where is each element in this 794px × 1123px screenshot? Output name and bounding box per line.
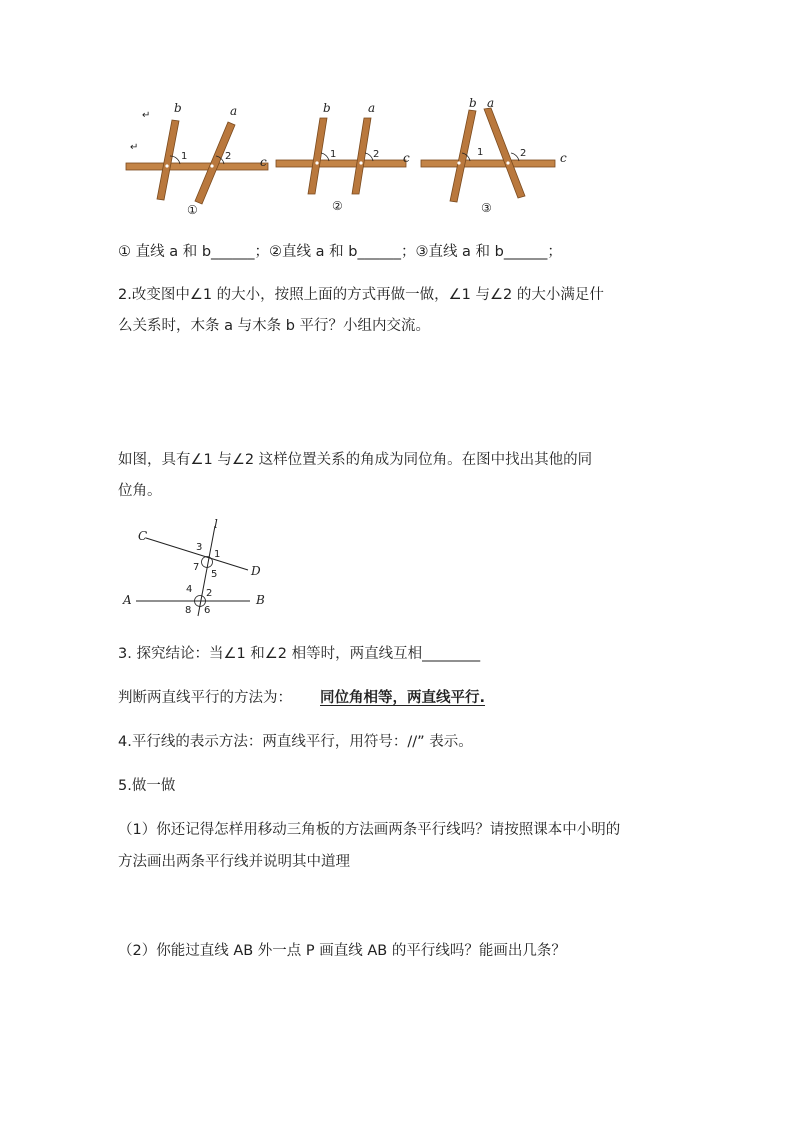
return-mark: ↵ [142,110,151,121]
label-c: c [560,151,567,165]
stick-b [157,120,179,200]
angle-4-label: 4 [186,584,193,595]
stick-c [421,160,555,167]
panel-number: ② [332,199,343,213]
stick-a [484,108,525,198]
intro-line-1: 如图，具有∠1 与∠2 这样位置关系的角成为同位角。在图中找出其他的同 [118,452,593,468]
label-c: c [403,151,410,165]
panel-number: ① [187,203,198,217]
judge-line [118,688,485,708]
angle-2-label: 2 [225,151,232,162]
judge-prefix: 判断两直线平行的方法为： [118,690,292,706]
question-2: （2）你能过直线 AB 外一点 P 画直线 AB 的平行线吗？能画出几条？ [118,943,566,959]
angle-3-label: 3 [196,542,203,553]
angle-1-label: 1 [330,149,337,160]
item-2-line-2: 么关系时，木条 a 与木条 b 平行？小组内交流。 [118,318,431,334]
angle-7-label: 7 [193,562,200,573]
angle-1-label: 1 [181,151,188,162]
angle-1-label: 1 [214,549,221,560]
question-1-line-1: （1）你还记得怎样用移动三角板的方法画两条平行线吗？请按照课本中小明的 [118,822,621,838]
label-a: a [487,96,495,110]
stick-panel-3 [421,96,567,215]
label-b: b [323,101,331,115]
item-5: 5.做一做 [118,778,176,794]
sticks-figure [118,96,578,221]
panel-number: ③ [481,201,492,215]
angle-2-label: 2 [520,148,527,159]
item-3: 3. 探究结论：当∠1 和∠2 相等时，两直线互相________ [118,646,481,662]
label-c: C [138,529,148,543]
stick-a [352,118,371,194]
label-d: D [251,564,261,578]
label-b: B [256,593,265,607]
label-b: b [469,96,477,110]
angle-2-label: 2 [373,149,380,160]
stick-c [276,160,406,167]
fill-in-line: ① 直线 a 和 b______；②直线 a 和 b______；③直线 a 和 b______； [118,244,562,260]
parallel-rule: 同位角相等，两直线平行. [320,690,486,706]
label-a: A [123,593,132,607]
angle-2-label: 2 [206,588,213,599]
return-mark: ↵ [130,142,139,153]
item-4: 4.平行线的表示方法：两直线平行，用符号：//” 表示。 [118,734,473,750]
label-a: a [230,104,238,118]
intro-line-2: 位角。 [118,483,162,499]
stick-b [450,110,476,202]
angle-5-label: 5 [211,569,218,580]
label-b: b [174,101,182,115]
angle-8-label: 8 [185,605,192,616]
stick-c [126,163,268,170]
stick-panel-2 [276,101,410,213]
stick-b [308,118,327,194]
angle-6-label: 6 [204,605,211,616]
label-a: a [368,101,376,115]
item-2-line-1: 2.改变图中∠1 的大小，按照上面的方式再做一做，∠1 与∠2 的大小满足什 [118,287,604,303]
question-1-line-2: 方法画出两条平行线并说明其中道理 [118,854,350,870]
label-c: c [260,155,267,169]
angle-1-label: 1 [477,147,484,158]
angle-figure [118,518,278,618]
label-l: l [214,518,218,531]
